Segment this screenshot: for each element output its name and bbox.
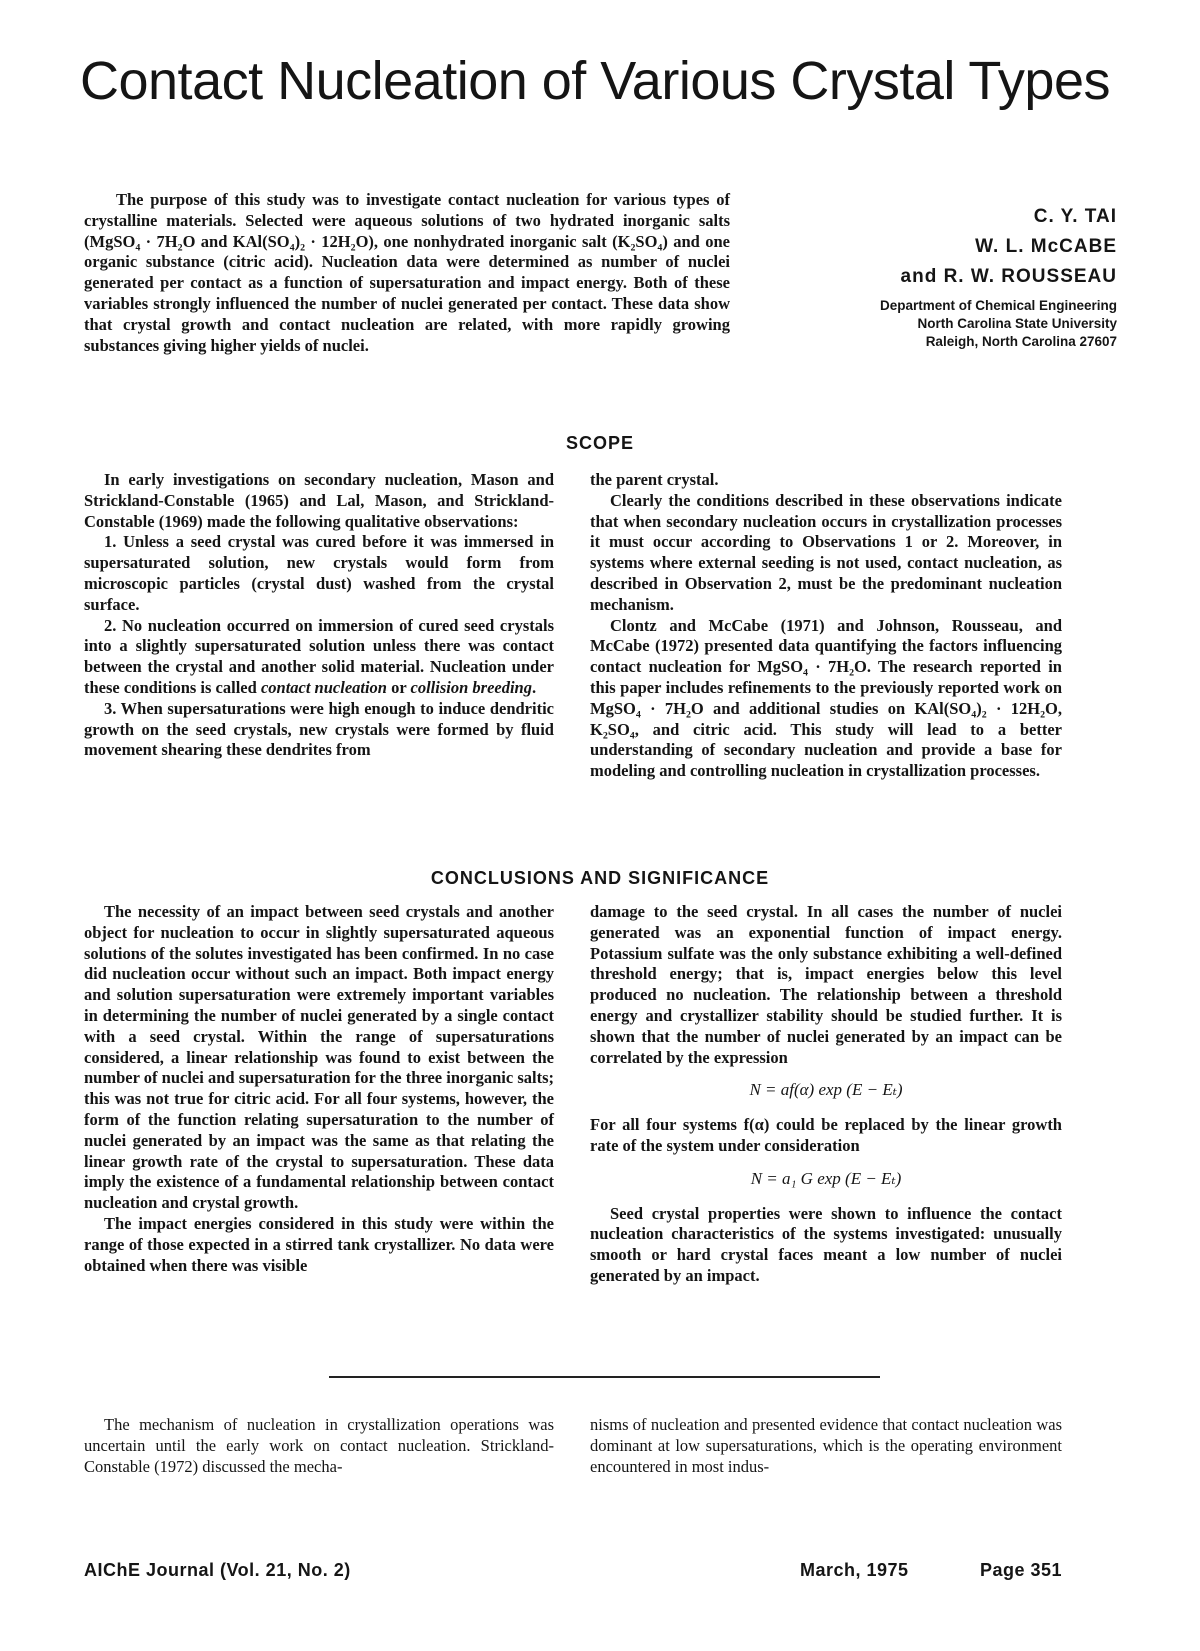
- body-left-column: [84, 1414, 554, 1477]
- equation-1: N = af(α) exp (E − Eₜ): [749, 1080, 903, 1100]
- affiliation-university: North Carolina State University: [917, 316, 1117, 331]
- section-divider: [329, 1376, 880, 1378]
- conclusions-right-column: [590, 902, 1062, 1287]
- footer-date: March, 1975: [800, 1560, 909, 1580]
- conclusions-paragraph: Seed crystal properties were shown to influence the contact nucleation characteristics of the systems investigated: unusually smooth or hard crystal faces meant a low number of nuclei generated by an impact.: [590, 1203, 1062, 1285]
- scope-left-column: [84, 470, 554, 761]
- scope-observation-2: 2. No nucleation occurred on immersion of cured seed crystals into a slightly supersaturated solution unless there was contact between the crystal and another solid material. Nucleation under these conditions is called contact nucleation or collision breeding.: [84, 615, 554, 697]
- scope-paragraph: the parent crystal.: [590, 470, 719, 489]
- conclusions-paragraph: The necessity of an impact between seed crystals and another object for nucleation to occur in slightly supersaturated aqueous solutions of the solutes investigated has been confirmed. In no case did nucleation occur without such an impact. Both impact energy and solution supersaturation were extremely important variables in determining the number of nuclei generated by a single contact with a seed crystal. Within the range of supersaturations considered, a linear relationship was found to exist between the number of nuclei and supersaturation for the three inorganic salts; this was not true for citric acid. For all four systems, however, the form of the function relating supersaturation to the number of nuclei generated by an impact was the same as that relating the linear growth rate of the crystal to supersaturation. These data imply the existence of a fundamental relationship between contact nucleation and crystal growth.: [84, 902, 554, 1213]
- body-paragraph: The mechanism of nucleation in crystallization operations was uncertain until the early work on contact nucleation. Strickland-Constable (1972) discussed the mecha-: [84, 1415, 554, 1476]
- scope-paragraph: Clearly the conditions described in these observations indicate that when secondary nucleation occurs in crystallization processes it must occur according to Observations 1 or 2. Moreover, in systems where external seeding is not used, contact nucleation, as described in Observation 2, must be the predominant nucleation mechanism.: [590, 490, 1062, 614]
- author-rousseau: and R. W. ROUSSEAU: [900, 266, 1117, 287]
- author-block: [880, 202, 1117, 351]
- term-contact-nucleation: contact nucleation: [260, 677, 387, 697]
- equation-2: N = a₁ G exp (E − Eₜ): [750, 1168, 902, 1188]
- scope-observation-3: 3. When supersaturations were high enough to induce dendritic growth on the seed crystals, new crystals were formed by fluid movement shearing these dendrites from: [84, 698, 554, 760]
- footer-journal: AIChE Journal (Vol. 21, No. 2): [84, 1560, 351, 1580]
- conclusions-left-column: [84, 902, 554, 1276]
- author-mccabe: W. L. McCABE: [975, 236, 1117, 257]
- abstract: The purpose of this study was to investigate contact nucleation for various types of crystalline materials. Selected were aqueous solutions of two hydrated inorganic salts (MgSO₄ · 7H₂O and KAl(SO₄)₂ · 12H₂O), one nonhydrated inorganic salt (K₂SO₄) and one organic substance (citric acid). Nucleation data were determined as number of nuclei generated per contact as a function of supersaturation and impact energy. Both of these variables strongly influenced the number of nuclei generated per contact. These data show that crystal growth and contact nucleation are related, with more rapidly growing substances giving higher yields of nuclei.: [84, 190, 730, 355]
- conclusions-paragraph: For all four systems f(α) could be replaced by the linear growth rate of the system under consideration: [590, 1115, 1062, 1155]
- scope-paragraph: In early investigations on secondary nucleation, Mason and Strickland-Constable (1965) and Lal, Mason, and Strickland-Constable (1969) made the following qualitative observations:: [84, 470, 554, 531]
- scope-observation-1: 1. Unless a seed crystal was cured before it was immersed in supersaturated solution, new crystals would form from microscopic particles (crystal dust) washed from the crystal surface.: [84, 532, 554, 614]
- author-tai: C. Y. TAI: [1033, 206, 1117, 227]
- conclusions-paragraph: The impact energies considered in this study were within the range of those expected in a stirred tank crystallizer. No data were obtained when there was visible: [84, 1213, 554, 1275]
- scope-right-column: [590, 470, 1062, 782]
- paper-title: Contact Nucleation of Various Crystal Types: [80, 51, 1110, 111]
- affiliation: [880, 297, 1117, 351]
- conclusions-heading: CONCLUSIONS AND SIGNIFICANCE: [430, 868, 770, 888]
- affiliation-location: Raleigh, North Carolina 27607: [925, 334, 1117, 349]
- term-collision-breeding: collision breeding: [410, 677, 532, 697]
- conclusions-paragraph: damage to the seed crystal. In all cases the number of nuclei generated was an exponential function of impact energy. Potassium sulfate was the only substance exhibiting a well-defined threshold energy; that is, impact energies below this level produced no nucleation. The relationship between a threshold energy and crystallizer stability should be studied further. It is shown that the number of nuclei generated by an impact can be correlated by the expression: [590, 902, 1062, 1067]
- affiliation-department: Department of Chemical Engineering: [879, 298, 1117, 313]
- body-right-column: [590, 1414, 1062, 1477]
- footer-page: Page 351: [979, 1560, 1062, 1580]
- scope-paragraph: Clontz and McCabe (1971) and Johnson, Rousseau, and McCabe (1972) presented data quantifying the factors influencing contact nucleation for MgSO₄ · 7H₂O. The research reported in this paper includes refinements to the previously reported work on MgSO₄ · 7H₂O and additional studies on KAl(SO₄)₂ · 12H₂O, K₂SO₄, and citric acid. This study will lead to a better understanding of secondary nucleation and provide a base for modeling and controlling nucleation in crystallization processes.: [590, 615, 1062, 781]
- scope-heading: SCOPE: [565, 433, 635, 453]
- body-paragraph: nisms of nucleation and presented evidence that contact nucleation was dominant at low supersaturations, which is the operating environment encountered in most indus-: [590, 1415, 1062, 1476]
